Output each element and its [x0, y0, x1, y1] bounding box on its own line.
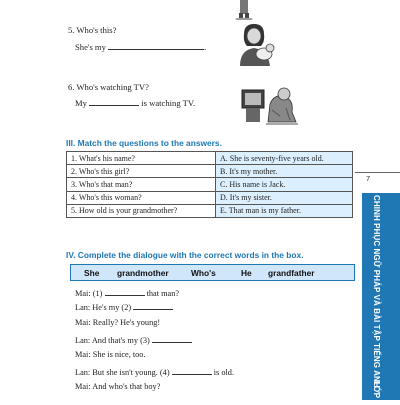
question-cell: 5. How old is your grandmother?: [67, 204, 216, 217]
dialogue-text: Mai: And who's that boy?: [75, 382, 161, 391]
answer-5-suffix: .: [204, 42, 207, 52]
answer-cell: D. It's my sister.: [216, 191, 353, 204]
word-box-item: grandfather: [268, 267, 315, 278]
dialogue-text: Mai: (1): [75, 289, 105, 298]
dialogue-blank-3[interactable]: [152, 334, 192, 343]
word-box-item: She: [84, 267, 100, 278]
book-title-vertical: CHINH PHỤC NGỮ PHÁP VÀ BÀI TẬP TIẾNG ANH: [372, 195, 381, 388]
dialogue-text: Lan: But she isn't young. (4): [75, 368, 172, 377]
dialogue-line-2: [75, 301, 173, 312]
table-row: [67, 165, 353, 178]
section-3-title: III. Match the questions to the answers.: [66, 138, 222, 148]
person-illustration-top: [233, 0, 255, 20]
question-cell: 1. What's his name?: [67, 152, 216, 165]
page-rule: [355, 172, 400, 173]
dialogue-line-1: [75, 287, 179, 298]
question-6: [68, 82, 149, 93]
dialogue-text: Lan: He's my (2): [75, 303, 134, 312]
page-number: 7: [366, 174, 371, 183]
dialogue-text: Mai: She is nice, too.: [75, 350, 146, 359]
word-box-item: grandmother: [117, 267, 169, 278]
match-table: [66, 151, 353, 218]
question-cell: 4. Who's this woman?: [67, 191, 216, 204]
dialogue-text: is old.: [211, 368, 235, 377]
book-sidebar: [362, 193, 400, 400]
dialogue-line-5: [75, 350, 146, 359]
question-cell: 3. Who's that man?: [67, 178, 216, 191]
dialogue-line-6: [75, 366, 234, 377]
dialogue-blank-4[interactable]: [172, 366, 212, 375]
dialogue-line-7: [75, 382, 160, 391]
mother-baby-illustration: [234, 20, 280, 68]
dialogue-text: Mai: Really? He's young!: [75, 318, 161, 327]
watching-tv-illustration: [240, 82, 300, 126]
table-row: [67, 152, 353, 165]
answer-cell: A. She is seventy-five years old.: [216, 152, 353, 165]
dialogue-blank-2[interactable]: [133, 301, 173, 310]
dialogue-line-3: [75, 318, 160, 327]
dialogue-text: that man?: [144, 289, 180, 298]
question-5-text: 5. Who's this?: [68, 25, 117, 35]
question-cell: 2. Who's this girl?: [67, 165, 216, 178]
table-row: [67, 178, 353, 191]
answer-6-blank[interactable]: [89, 97, 139, 106]
answer-5-prefix: She's my: [75, 42, 109, 52]
answer-6-prefix: My: [75, 98, 90, 108]
word-box: [70, 264, 355, 281]
answer-6: [75, 97, 195, 109]
answer-cell: E. That man is my father.: [216, 204, 353, 217]
dialogue-blank-1[interactable]: [105, 287, 145, 296]
answer-6-suffix: is watching TV.: [139, 98, 196, 108]
table-row: [67, 191, 353, 204]
answer-cell: B. It's my mother.: [216, 165, 353, 178]
grade-label-vertical: LỚP 3: [372, 381, 381, 405]
question-5: [68, 25, 116, 36]
question-6-text: 6. Who's watching TV?: [68, 82, 149, 92]
section-4-title: IV. Complete the dialogue with the correct words in the box.: [66, 250, 304, 260]
dialogue-line-4: [75, 334, 192, 345]
answer-5: [75, 41, 206, 53]
table-row: [67, 204, 353, 217]
answer-cell: C. His name is Jack.: [216, 178, 353, 191]
word-box-item: Who's: [191, 267, 216, 278]
dialogue-text: Lan: And that's my (3): [75, 336, 152, 345]
word-box-item: He: [241, 267, 252, 278]
answer-5-blank[interactable]: [108, 41, 207, 52]
